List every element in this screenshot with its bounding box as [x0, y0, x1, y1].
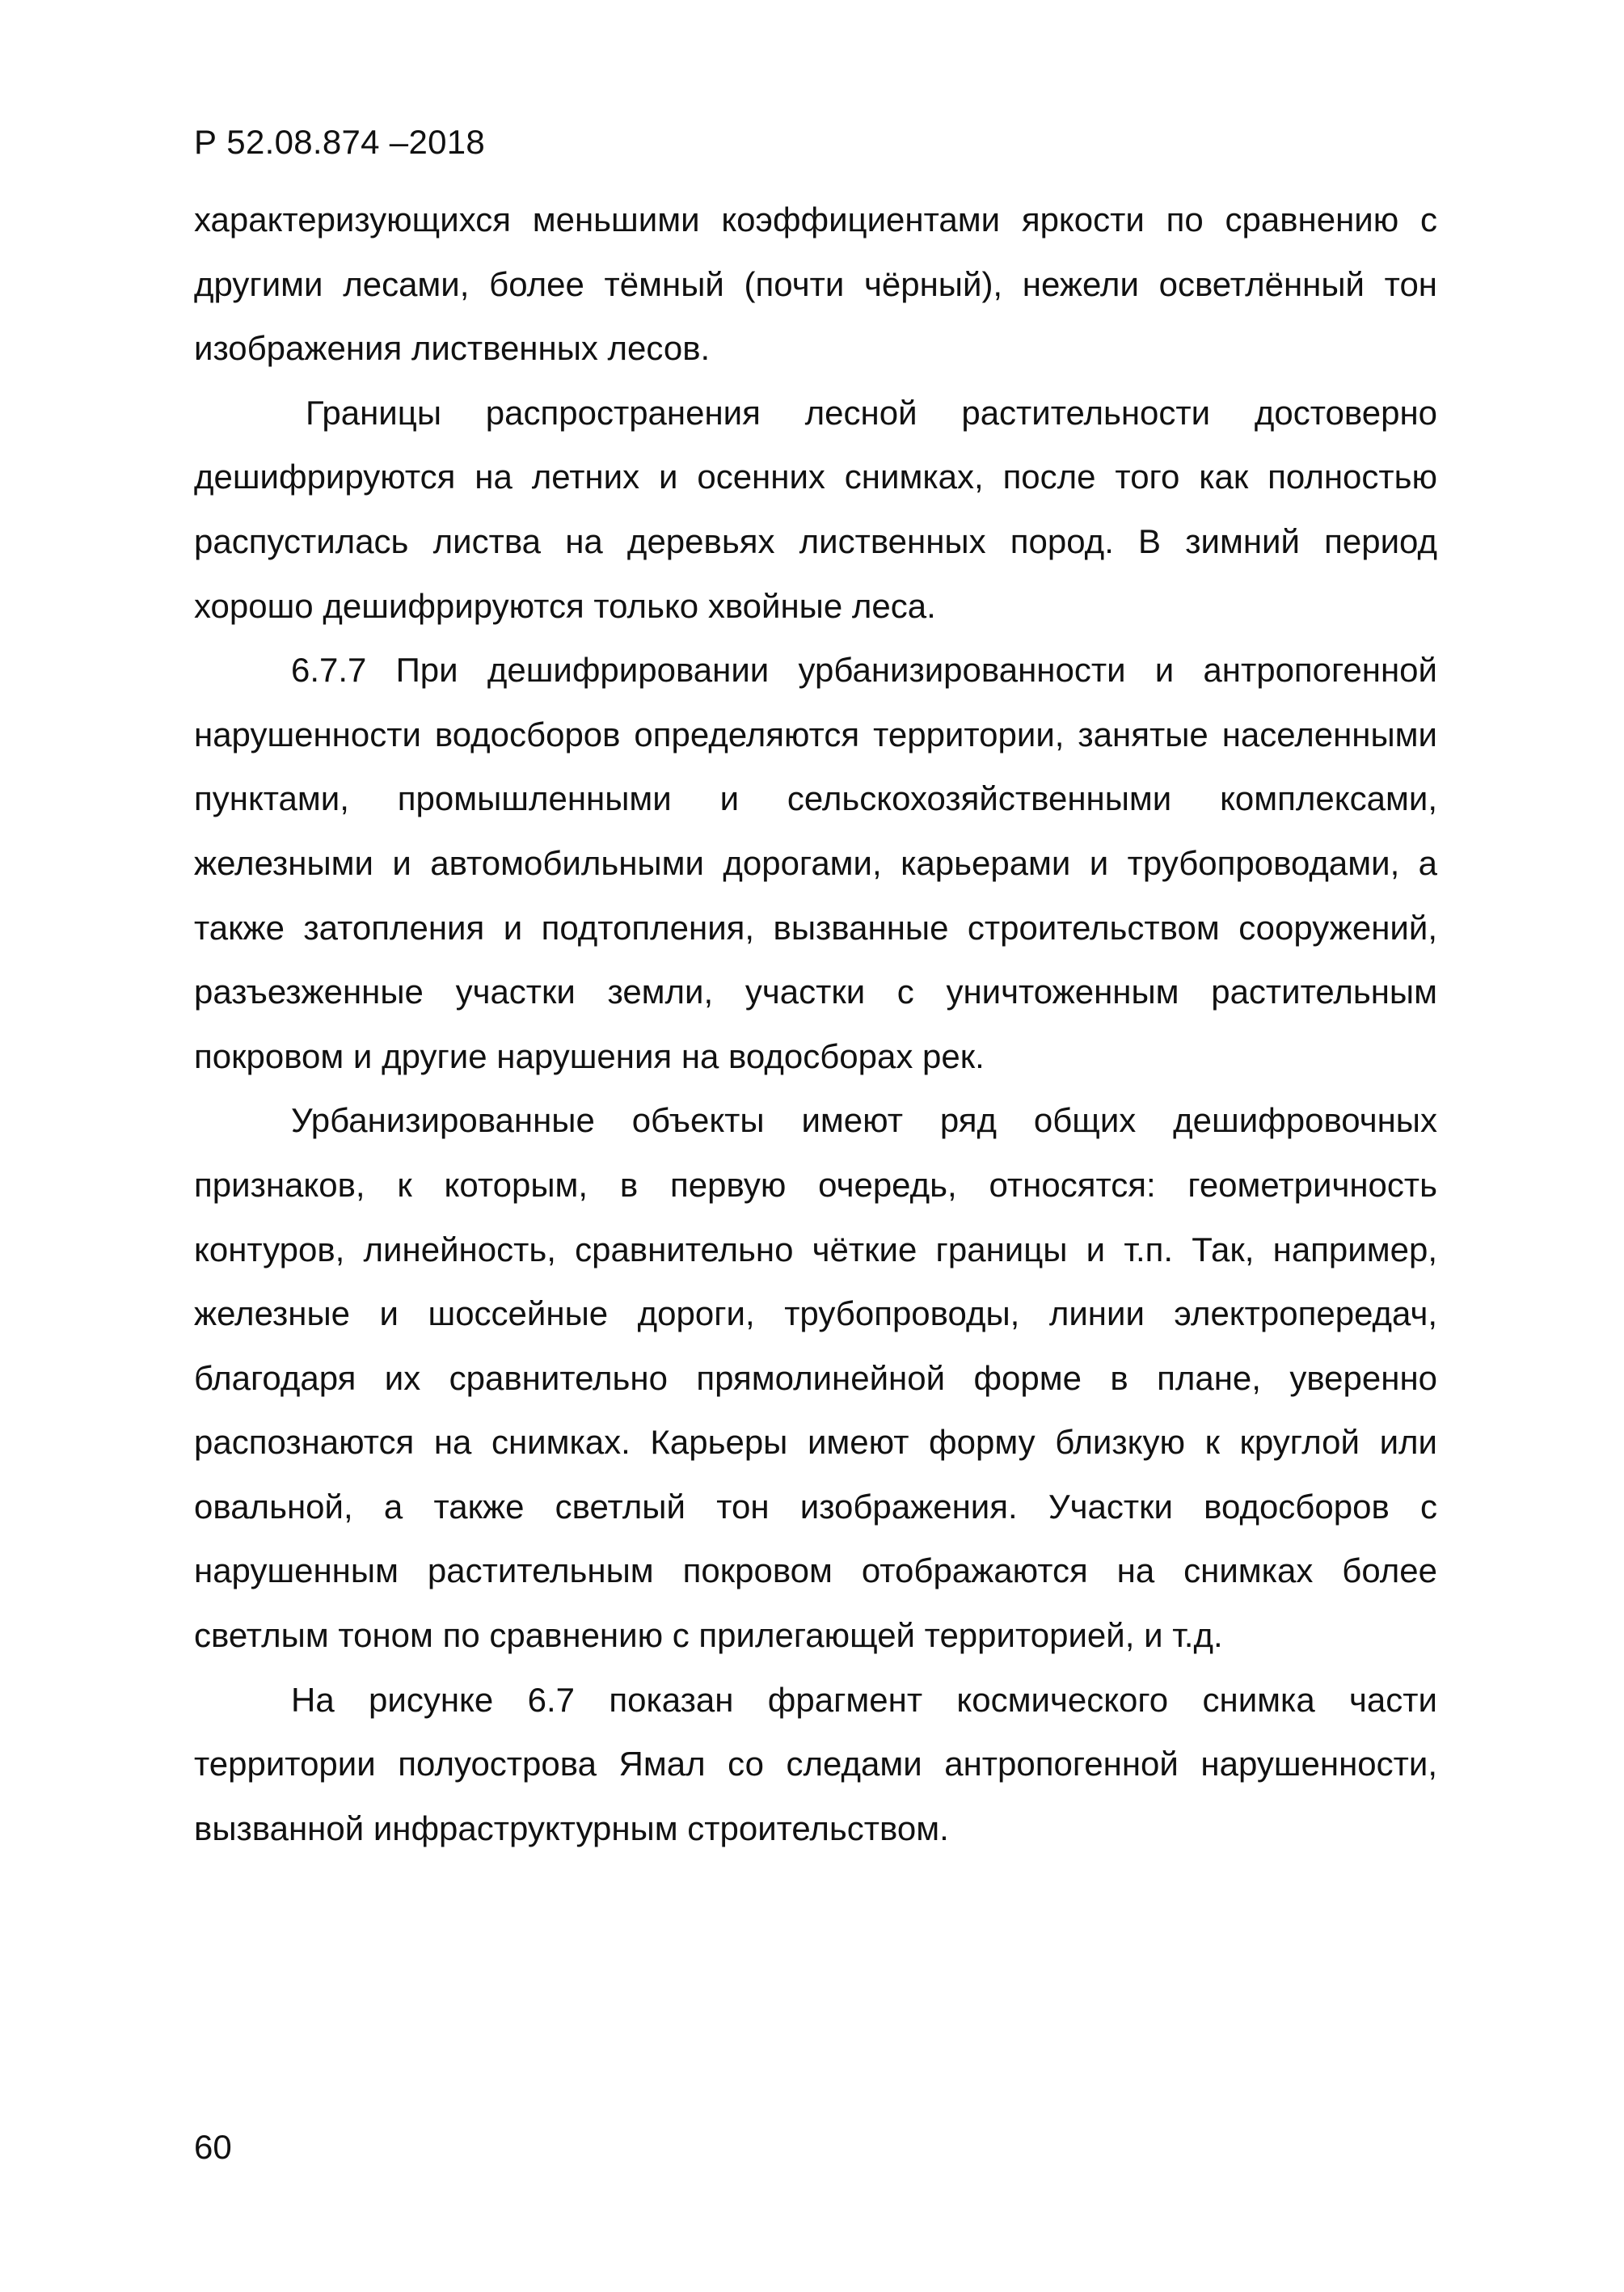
page-number: 60: [194, 2128, 232, 2166]
paragraph-4: Урбанизированные объекты имеют ряд общих дешифровочных признаков, к которым, в первую очередь, относятся: геометричность контуров, линейность, сравнительно чёткие границы и т.п. Так, например, железные и шоссейные дороги, трубопроводы, линии электропередач, благодаря их сравнительно прямолинейной форме в плане, уверенно распознаются на снимках. Карьеры имеют форму близкую к круглой или овальной, а также светлый тон изображения. Участки водосборов с нарушенным растительным покровом отображаются на снимках более светлым тоном по сравнению с прилегающей территорией, и т.д.: [194, 1101, 1437, 1655]
body-text: [194, 188, 1437, 1860]
paragraph-5: На рисунке 6.7 показан фрагмент космического снимка части территории полуострова Ямал со следами антропогенной нарушенности, вызванной инфраструктурным строительством.: [194, 1680, 1437, 1847]
paragraph-3: 6.7.7 При дешифрировании урбанизированности и антропогенной нарушенности водосборов определяются территории, занятые населенными пунктами, промышленными и сельскохозяйственными комплексами, железными и автомобильными дорогами, карьерами и трубопроводами, а также затопления и подтопления, вызванные строительством сооружений, разъезженные участки земли, участки с уничтоженным растительным покровом и другие нарушения на водосборах рек.: [194, 651, 1437, 1075]
paragraph-1: характеризующихся меньшими коэффициентами яркости по сравнению с другими лесами, более тёмный (почти чёрный), нежели осветлённый тон изображения лиственных лесов.: [194, 200, 1437, 368]
paragraph-2: Границы распространения лесной растительности достоверно дешифрируются на летних и осенних снимках, после того как полностью распустилась листва на деревьях лиственных пород. В зимний период хорошо дешифрируются только хвойные леса.: [194, 393, 1437, 625]
document-code: Р 52.08.874 –2018: [194, 123, 486, 161]
